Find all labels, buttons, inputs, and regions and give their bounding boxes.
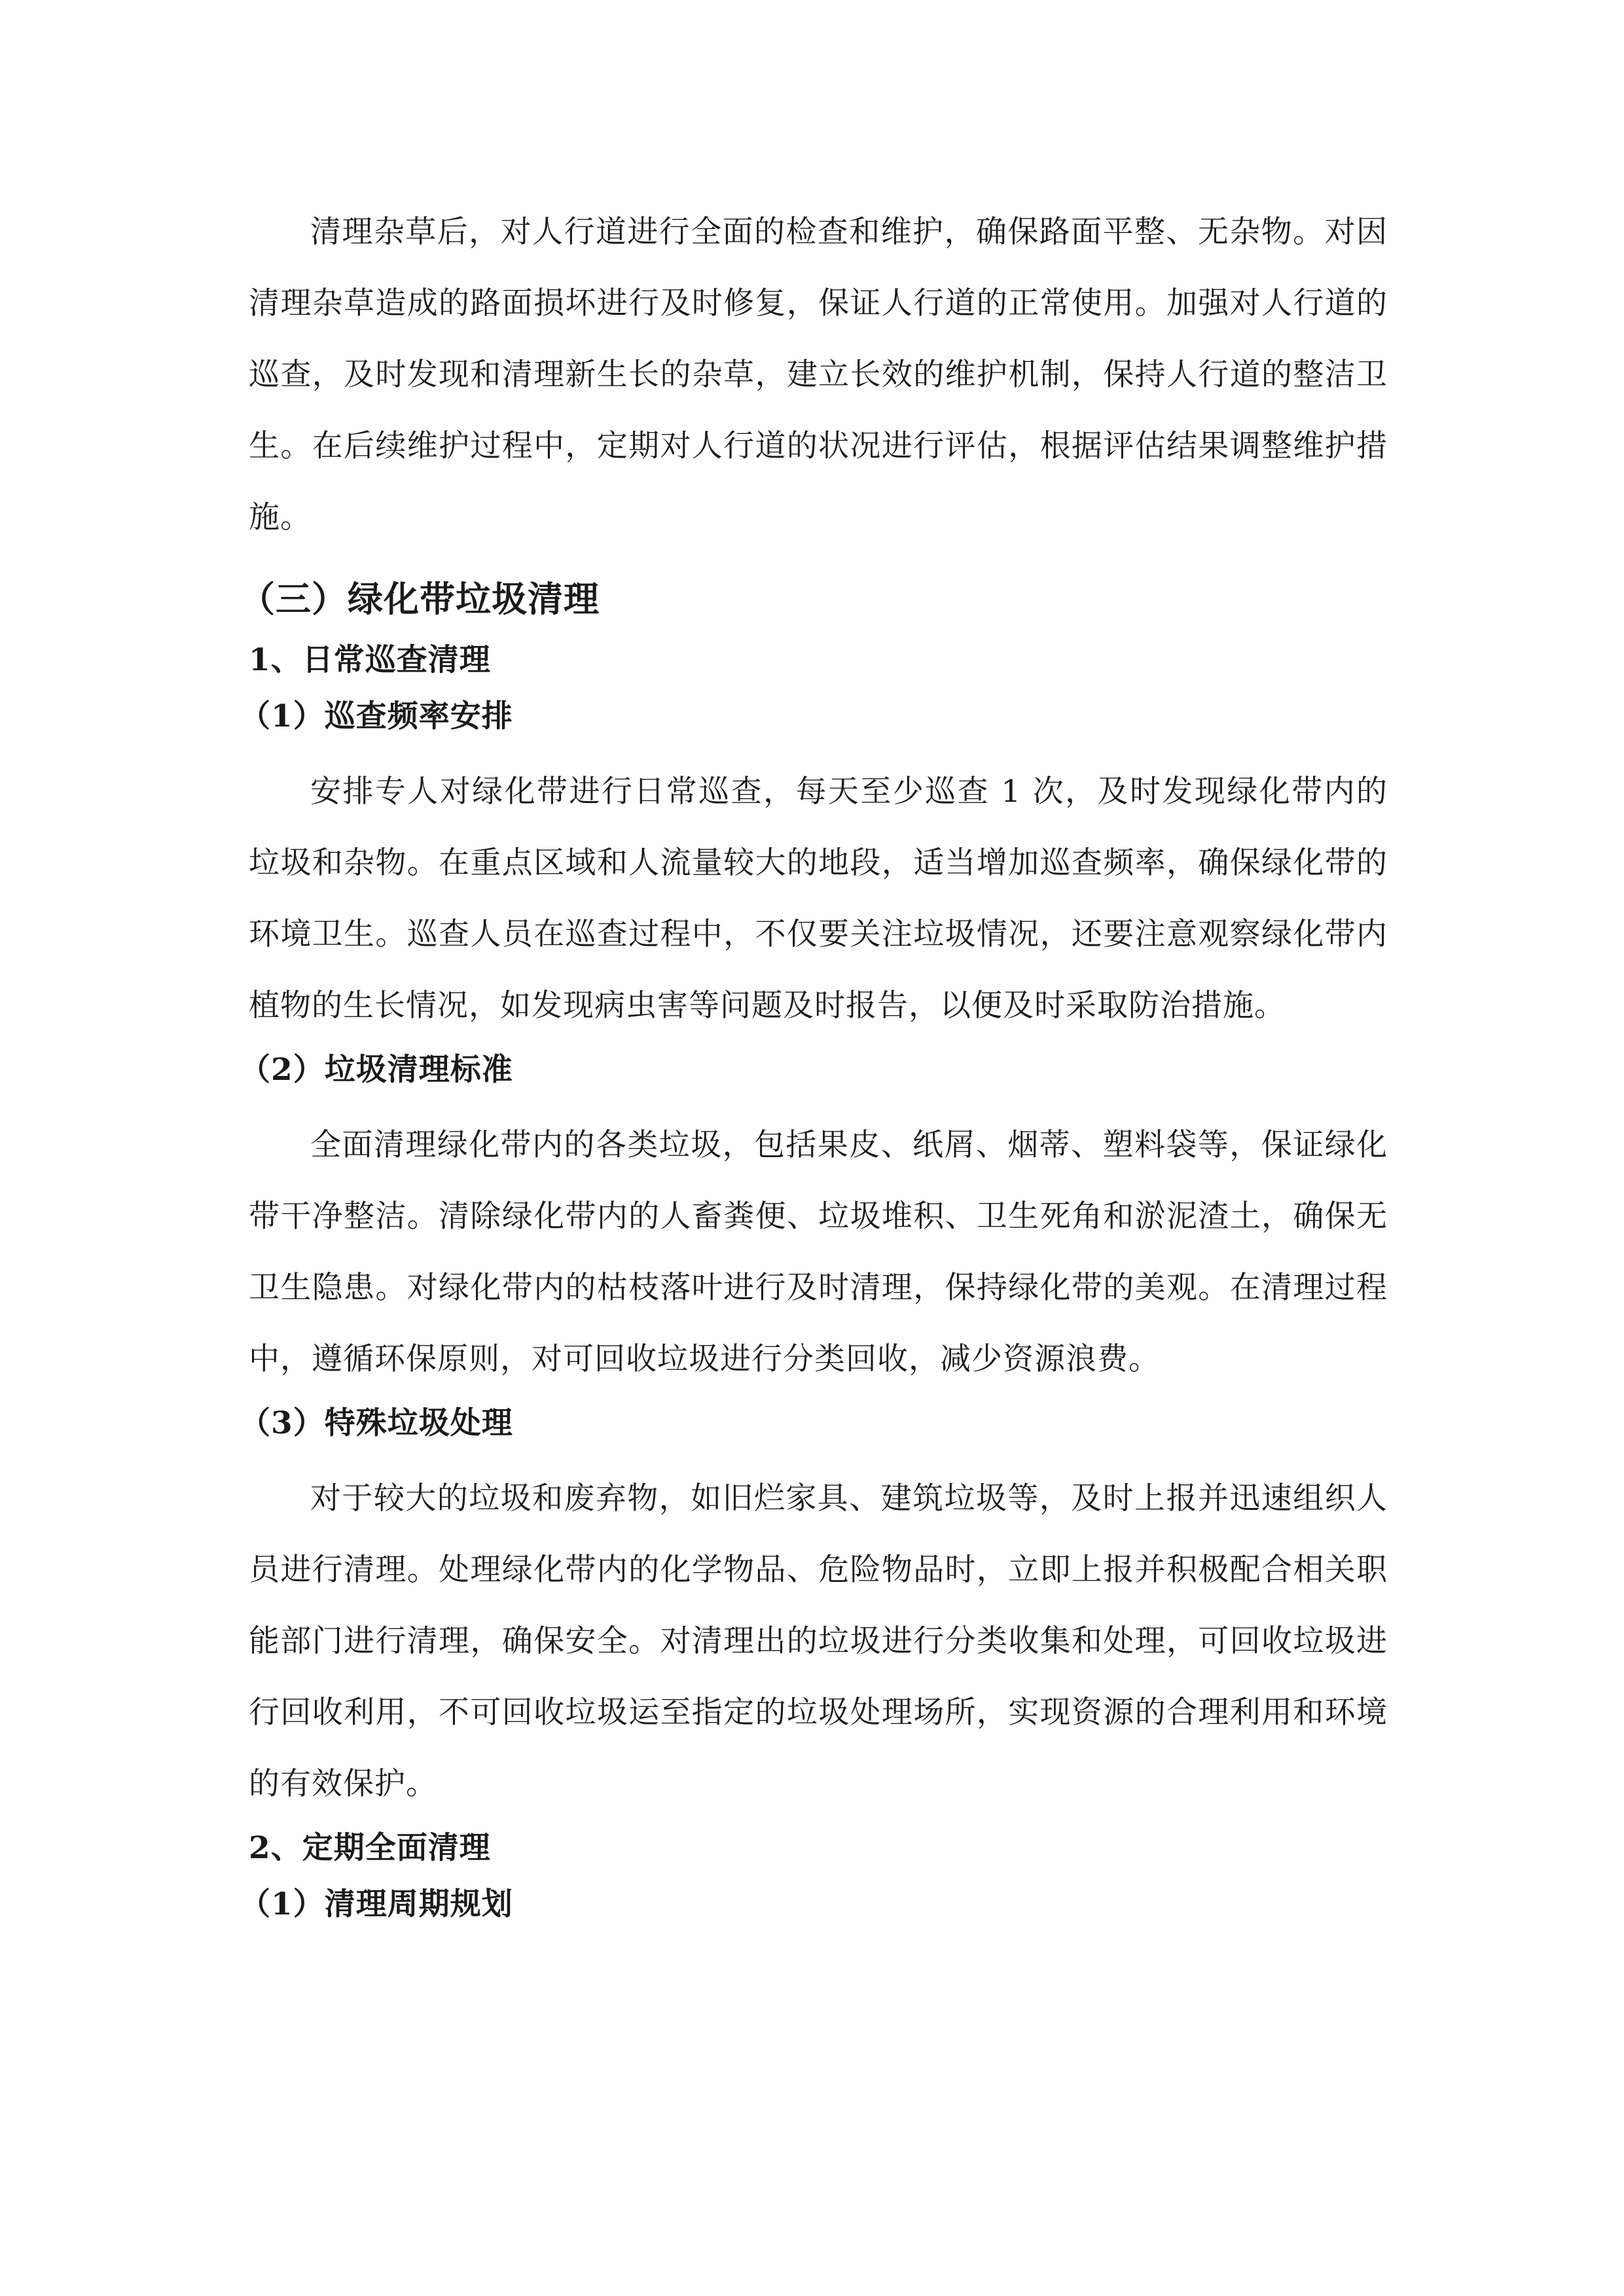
- paragraph-sidewalk-maintenance: 清理杂草后，对人行道进行全面的检查和维护，确保路面平整、无杂物。对因清理杂草造成的路面损坏进行及时修复，保证人行道的正常使用。加强对人行道的巡查，及时发现和清理新生长的杂草，建立长效的维护机制，保持人行道的整洁卫生。在后续维护过程中，定期对人行道的状况进行评估，根据评估结果调整维护措施。: [249, 214, 1388, 535]
- paragraph-special-waste: 对于较大的垃圾和废弃物，如旧烂家具、建筑垃圾等，及时上报并迅速组织人员进行清理。处理绿化带内的化学物品、危险物品时，立即上报并积极配合相关职能部门进行清理，确保安全。对清理出的垃圾进行分类收集和处理，可回收垃圾进行回收利用，不可回收垃圾运至指定的垃圾处理场所，实现资源的合理利用和环境的有效保护。: [249, 1480, 1388, 1802]
- document-body: [240, 196, 1388, 1944]
- subheading-periodic-cleanup: 2、定期全面清理: [249, 1830, 491, 1866]
- subheading-patrol-frequency: （1）巡查频率安排: [240, 698, 513, 734]
- subheading-special-waste: （3）特殊垃圾处理: [240, 1405, 513, 1441]
- section-heading-greenbelt-cleanup: （三）绿化带垃圾清理: [240, 578, 600, 620]
- paragraph-cleanup-standard: 全面清理绿化带内的各类垃圾，包括果皮、纸屑、烟蒂、塑料袋等，保证绿化带干净整洁。清除绿化带内的人畜粪便、垃圾堆积、卫生死角和淤泥渣土，确保无卫生隐患。对绿化带内的枯枝落叶进行及时清理，保持绿化带的美观。在清理过程中，遵循环保原则，对可回收垃圾进行分类回收，减少资源浪费。: [249, 1127, 1388, 1377]
- subheading-daily-patrol: 1、日常巡查清理: [249, 642, 491, 678]
- subheading-cleanup-cycle: （1）清理周期规划: [240, 1886, 513, 1922]
- subheading-cleanup-standard: （2）垃圾清理标准: [240, 1052, 513, 1088]
- paragraph-patrol-frequency: 安排专人对绿化带进行日常巡查，每天至少巡查 1 次，及时发现绿化带内的垃圾和杂物。在重点区域和人流量较大的地段，适当增加巡查频率，确保绿化带的环境卫生。巡查人员在巡查过程中，不仅要关注垃圾情况，还要注意观察绿化带内植物的生长情况，如发现病虫害等问题及时报告，以便及时采取防治措施。: [249, 774, 1388, 1024]
